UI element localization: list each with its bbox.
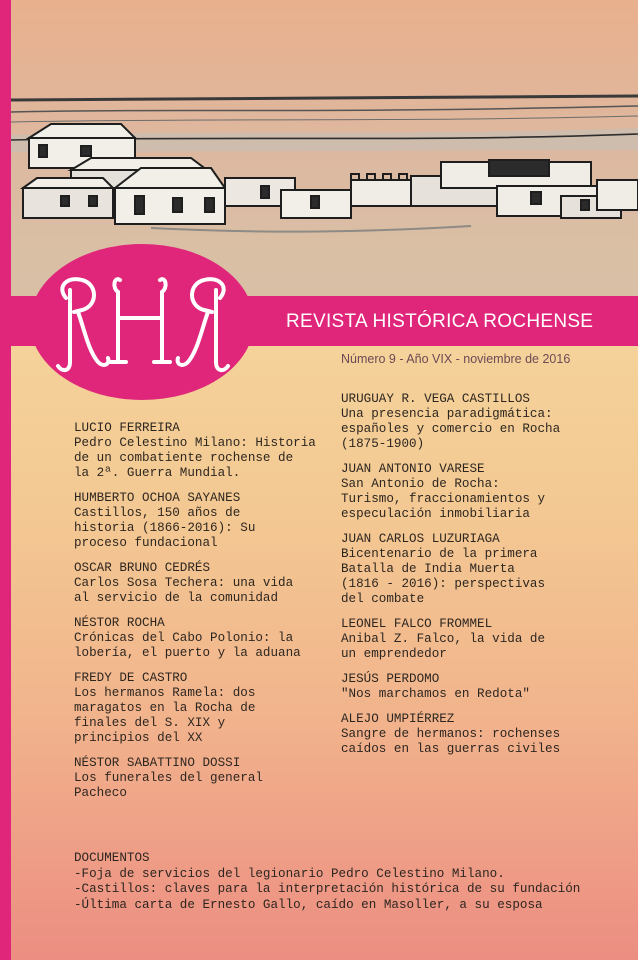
article-title: Los hermanos Ramela: dos maragatos en la Rocha de finales del S. XIX y principios del XX (74, 686, 256, 745)
article-title: Una presencia paradigmática: españoles y comercio en Rocha (1875-1900) (341, 407, 561, 451)
article-author: NÉSTOR ROCHA (74, 616, 165, 630)
article-entry (74, 756, 319, 801)
article-author: OSCAR BRUNO CEDRÉS (74, 561, 211, 575)
left-accent-bar (0, 0, 11, 960)
documents-section (74, 851, 594, 913)
magazine-title: REVISTA HISTÓRICA ROCHENSE (286, 311, 594, 332)
document-item: -Foja de servicios del legionario Pedro Celestino Milano. (74, 866, 505, 881)
rhr-logo (48, 258, 238, 388)
article-entry (74, 671, 319, 746)
article-author: ALEJO UMPIÉRREZ (341, 712, 455, 726)
article-title: Crónicas del Cabo Polonio: la lobería, el puerto y la aduana (74, 631, 301, 660)
document-item: -Última carta de Ernesto Gallo, caído en Masoller, a su esposa (74, 897, 543, 912)
article-author: FREDY DE CASTRO (74, 671, 188, 685)
article-title: "Nos marchamos en Redota" (341, 687, 530, 701)
article-author: HUMBERTO OCHOA SAYANES (74, 491, 241, 505)
article-entry (341, 712, 576, 757)
article-author: LUCIO FERREIRA (74, 421, 180, 435)
article-author: LEONEL FALCO FROMMEL (341, 617, 493, 631)
article-title: Los funerales del general Pacheco (74, 771, 263, 800)
right-article-column (341, 392, 576, 767)
document-item: -Castillos: claves para la interpretación histórica de su fundación (74, 882, 581, 896)
article-title: Pedro Celestino Milano: Historia de un combatiente rochense de la 2ª. Guerra Mundial. (74, 436, 316, 480)
article-entry (74, 491, 319, 551)
article-entry (341, 672, 576, 702)
article-author: JESÚS PERDOMO (341, 672, 440, 686)
article-title: San Antonio de Rocha: Turismo, fraccionamientos y especulación inmobiliaria (341, 477, 546, 521)
article-author: URUGUAY R. VEGA CASTILLOS (341, 392, 530, 406)
article-title: Castillos, 150 años de historia (1866-2016): Su proceso fundacional (74, 506, 256, 550)
article-author: NÉSTOR SABATTINO DOSSI (74, 756, 241, 770)
article-entry (341, 532, 576, 607)
left-article-column (74, 421, 319, 811)
article-entry (341, 617, 576, 662)
article-title: Bicentenario de la primera Batalla de India Muerta (1816 - 2016): perspectivas del combate (341, 547, 546, 606)
article-entry (74, 561, 319, 606)
article-title: Sangre de hermanos: rochenses caídos en las guerras civiles (341, 727, 561, 756)
issue-info: Número 9 - Año VIX - noviembre de 2016 (341, 352, 571, 366)
article-entry (74, 616, 319, 661)
article-title: Carlos Sosa Techera: una vida al servicio de la comunidad (74, 576, 294, 605)
article-author: JUAN CARLOS LUZURIAGA (341, 532, 500, 546)
article-entry (341, 392, 576, 452)
article-entry (341, 462, 576, 522)
article-author: JUAN ANTONIO VARESE (341, 462, 485, 476)
documents-heading: DOCUMENTOS (74, 851, 150, 865)
article-title: Anibal Z. Falco, la vida de un emprendedor (341, 632, 546, 661)
article-entry (74, 421, 319, 481)
